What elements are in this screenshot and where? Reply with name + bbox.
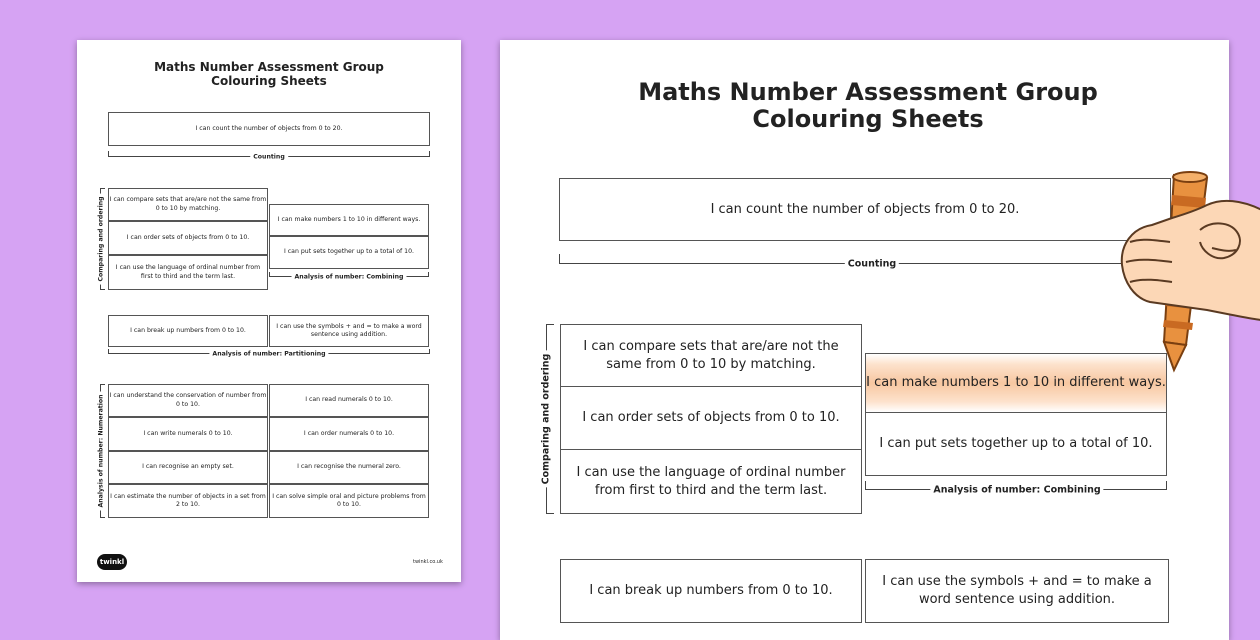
small-ordernum-box: I can order numerals 0 to 10.	[269, 417, 429, 451]
small-empty-box: I can recognise an empty set.	[108, 451, 268, 484]
small-counting-label: Counting	[250, 154, 288, 161]
large-put-box: I can put sets together up to a total of 10.	[865, 412, 1167, 476]
large-ordinal-box: I can use the language of ordinal number from first to third and the term last.	[560, 449, 862, 514]
small-conservation-box: I can understand the conservation of number from 0 to 10.	[108, 384, 268, 417]
small-make-box: I can make numbers 1 to 10 in different ways.	[269, 204, 429, 236]
small-order-box: I can order sets of objects from 0 to 10.	[108, 221, 268, 255]
hand	[1122, 201, 1260, 320]
small-partitioning-label: Analysis of number: Partitioning	[209, 351, 328, 358]
small-write-box: I can write numerals 0 to 10.	[108, 417, 268, 451]
small-title-line2: Colouring Sheets	[211, 74, 327, 88]
small-ordinal-box: I can use the language of ordinal number from first to third and the term last.	[108, 255, 268, 290]
small-comparing-label: Comparing and ordering	[98, 193, 105, 284]
small-count-box: I can count the number of objects from 0 to 20.	[108, 112, 430, 146]
large-break-box: I can break up numbers from 0 to 10.	[560, 559, 862, 623]
large-combining-label: Analysis of number: Combining	[930, 485, 1103, 496]
large-count-box: I can count the number of objects from 0 to 20.	[559, 178, 1171, 241]
small-read-box: I can read numerals 0 to 10.	[269, 384, 429, 417]
large-title-line1: Maths Number Assessment Group	[638, 78, 1098, 106]
small-zero-box: I can recognise the numeral zero.	[269, 451, 429, 484]
large-comparing-label: Comparing and ordering	[541, 351, 552, 488]
small-solve-box: I can solve simple oral and picture problems from 0 to 10.	[269, 484, 429, 518]
large-order-box: I can order sets of objects from 0 to 10.	[560, 386, 862, 450]
small-numeration-label: Analysis of number: Numeration	[98, 391, 105, 510]
large-counting-label: Counting	[845, 259, 899, 270]
large-symbols-box: I can use the symbols + and = to make a word sentence using addition.	[865, 559, 1169, 623]
small-title-line1: Maths Number Assessment Group	[154, 60, 384, 74]
small-symbols-box: I can use the symbols + and = to make a word sentence using addition.	[269, 315, 429, 347]
small-sheet	[77, 40, 461, 582]
twinkl-logo: twinkl	[97, 554, 127, 570]
large-compare-box: I can compare sets that are/are not the same from 0 to 10 by matching.	[560, 324, 862, 387]
small-sheet-title	[77, 60, 461, 88]
small-break-box: I can break up numbers from 0 to 10.	[108, 315, 268, 347]
small-combining-label: Analysis of number: Combining	[292, 274, 407, 281]
large-title-line2: Colouring Sheets	[752, 105, 984, 133]
large-make-box: I can make numbers 1 to 10 in different ways.	[865, 353, 1167, 413]
site-url: twinkl.co.uk	[413, 559, 443, 565]
hand-holding-crayon-icon	[1112, 170, 1260, 380]
large-sheet-title	[500, 79, 1236, 133]
small-compare-box: I can compare sets that are/are not the same from 0 to 10 by matching.	[108, 188, 268, 221]
small-estimate-box: I can estimate the number of objects in a set from 2 to 10.	[108, 484, 268, 518]
small-put-box: I can put sets together up to a total of 10.	[269, 236, 429, 269]
